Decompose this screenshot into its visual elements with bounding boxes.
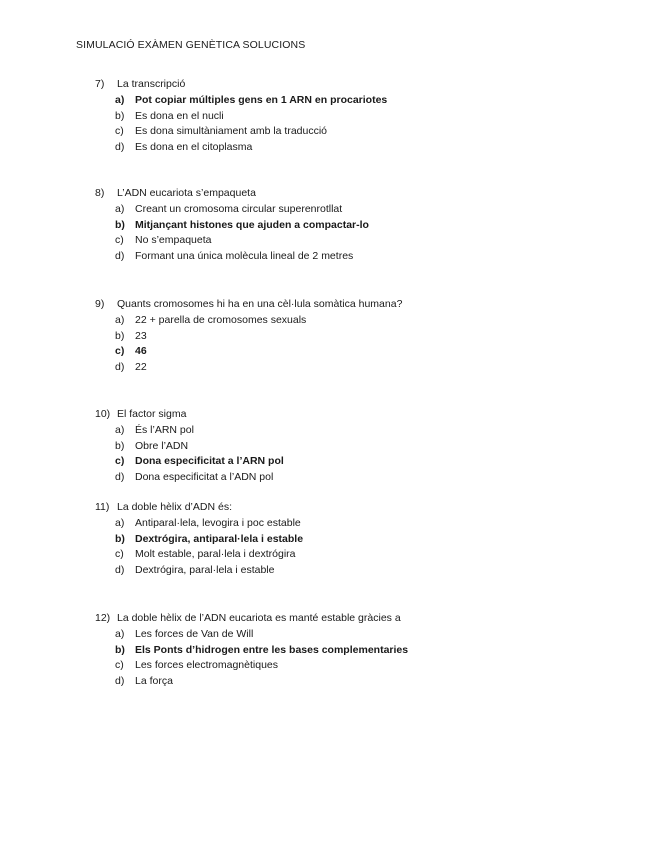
option-d [95, 360, 615, 376]
option-b [95, 532, 615, 548]
option-letter: c) [115, 659, 124, 671]
option-letter: b) [115, 532, 125, 545]
option-text: Dona especificitat a l’ARN pol [135, 455, 284, 467]
option-text: Dextrógira, paral·lela i estable [135, 563, 275, 576]
question-text: El factor sigma [117, 408, 187, 420]
option-letter: c) [115, 125, 124, 137]
option-d [95, 249, 615, 265]
option-a [95, 627, 615, 643]
option-letter: a) [115, 314, 125, 326]
option-text: 46 [135, 345, 147, 357]
option-b [95, 439, 615, 455]
option-letter: d) [115, 470, 125, 483]
option-d [95, 470, 615, 486]
option-letter: b) [115, 218, 125, 231]
option-letter: a) [115, 424, 125, 436]
option-text: Pot copiar múltiples gens en 1 ARN en procariotes [135, 94, 388, 106]
option-letter: d) [115, 360, 125, 373]
question-number: 9) [95, 298, 105, 310]
option-a [95, 423, 615, 439]
option-text: Antiparal·lela, levogira i poc estable [135, 517, 301, 529]
option-letter: c) [115, 345, 125, 357]
question-text: La doble hèlix de l’ADN eucariota es manté estable gràcies a [117, 612, 401, 624]
page-title: SIMULACIÓ EXÀMEN GENÈTICA SOLUCIONS [76, 39, 306, 51]
option-text: 23 [135, 329, 147, 342]
option-text: Formant una única molècula lineal de 2 metres [135, 249, 354, 262]
question-stem [95, 500, 615, 515]
option-b [95, 643, 615, 659]
option-text: Els Ponts d’hidrogen entre les bases complementaries [135, 643, 409, 656]
question-stem [95, 407, 615, 422]
option-letter: d) [115, 249, 125, 262]
question-10 [95, 407, 615, 485]
question-number: 12) [95, 612, 111, 624]
question-stem [95, 611, 615, 626]
option-text: Es dona simultàniament amb la traducció [135, 125, 328, 137]
question-9 [95, 297, 615, 375]
option-letter: b) [115, 109, 125, 122]
option-c [95, 658, 615, 674]
option-a [95, 202, 615, 218]
question-stem [95, 186, 615, 201]
option-d [95, 140, 615, 156]
option-letter: c) [115, 234, 124, 246]
option-letter: d) [115, 674, 125, 687]
question-8 [95, 186, 615, 264]
question-text: L’ADN eucariota s’empaqueta [117, 187, 256, 199]
option-letter: d) [115, 563, 125, 576]
option-c [95, 233, 615, 249]
option-text: 22 + parella de cromosomes sexuals [135, 314, 307, 326]
question-stem [95, 77, 615, 92]
option-text: Creant un cromosoma circular superenrotllat [135, 203, 343, 215]
option-text: Obre l’ADN [135, 439, 189, 452]
option-b [95, 329, 615, 345]
option-letter: a) [115, 203, 125, 215]
option-b [95, 109, 615, 125]
option-d [95, 563, 615, 579]
option-letter: c) [115, 455, 125, 467]
question-11 [95, 500, 615, 578]
question-number: 8) [95, 187, 105, 199]
question-number: 7) [95, 78, 105, 90]
option-c [95, 454, 615, 470]
question-stem [95, 297, 615, 312]
option-letter: b) [115, 329, 125, 342]
option-c [95, 124, 615, 140]
question-7 [95, 77, 615, 155]
option-text: Dona especificitat a l’ADN pol [135, 470, 274, 483]
option-text: Es dona en el nucli [135, 109, 224, 122]
option-text: Mitjançant histones que ajuden a compactar-lo [135, 218, 369, 231]
option-c [95, 344, 615, 360]
question-12 [95, 611, 615, 689]
option-letter: b) [115, 643, 125, 656]
option-text: Molt estable, paral·lela i dextrógira [135, 548, 296, 560]
option-a [95, 313, 615, 329]
option-d [95, 674, 615, 690]
question-text: La doble hèlix d’ADN és: [117, 501, 232, 513]
question-number: 10) [95, 408, 111, 420]
option-a [95, 93, 615, 109]
question-text: La transcripció [117, 78, 186, 90]
option-a [95, 516, 615, 532]
option-letter: d) [115, 140, 125, 153]
option-text: No s’empaqueta [135, 234, 212, 246]
option-text: És l’ARN pol [135, 424, 194, 436]
option-text: Es dona en el citoplasma [135, 140, 253, 153]
option-letter: b) [115, 439, 125, 452]
question-number: 11) [95, 501, 110, 513]
option-letter: a) [115, 628, 125, 640]
option-letter: a) [115, 94, 125, 106]
option-b [95, 218, 615, 234]
option-c [95, 547, 615, 563]
question-text: Quants cromosomes hi ha en una cèl·lula somàtica humana? [117, 298, 403, 310]
option-letter: c) [115, 548, 124, 560]
option-text: Les forces de Van de Will [135, 628, 254, 640]
option-text: 22 [135, 360, 147, 373]
option-text: La força [135, 674, 173, 687]
option-text: Les forces electromagnètiques [135, 659, 278, 671]
option-letter: a) [115, 517, 125, 529]
option-text: Dextrógira, antiparal·lela i estable [135, 532, 304, 545]
